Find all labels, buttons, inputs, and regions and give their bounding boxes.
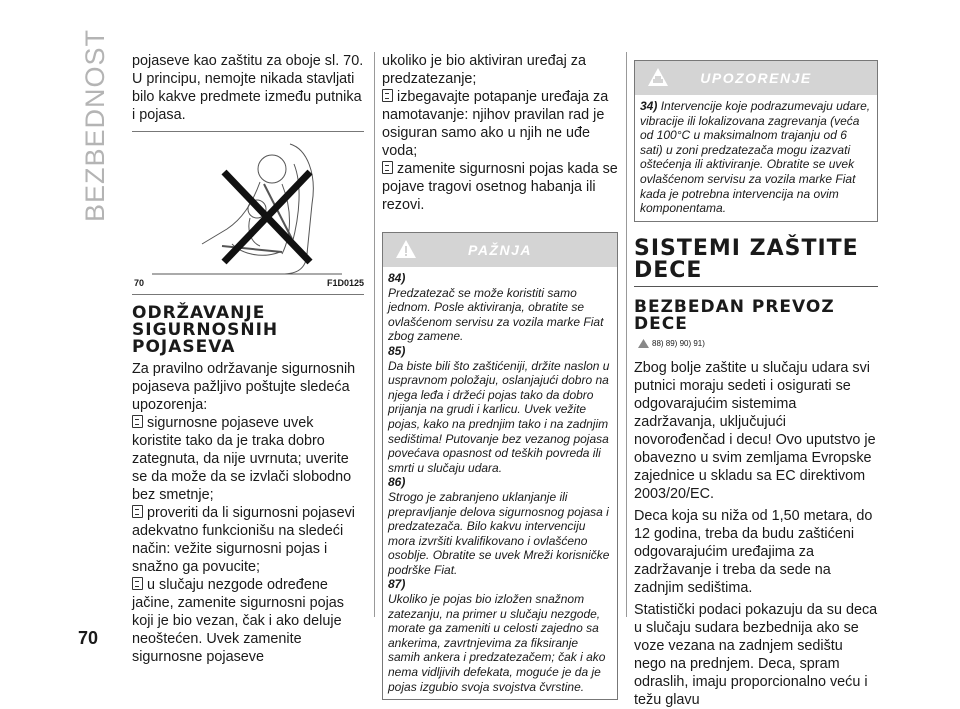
note <box>388 344 612 475</box>
divider <box>132 131 364 132</box>
section-heading: SISTEMI ZAŠTITE DECE <box>634 235 859 283</box>
bullet-item <box>132 414 364 504</box>
warning-icon <box>638 339 649 348</box>
bullet-icon <box>132 577 143 590</box>
figure-number: 70 <box>134 278 145 288</box>
bullet-item <box>382 160 618 214</box>
bullet-item <box>382 88 618 160</box>
column-2 <box>382 52 618 700</box>
caution-box-header <box>383 233 617 267</box>
note-text: Ukoliko je pojas bio izložen snažnom zatezanju, na primer u slučaju nezgode, morate ga zameniti u celosti zajedno sa ankerima, zavrtnjevima za fiksiranje samih ankera i predzatezačem; čak i ako nema vidljivih defekata, moguće je da je pojas izgubio svoja svojstva čvrstine. <box>388 592 606 694</box>
reference-numbers: 88) 89) 90) 91) <box>652 338 705 348</box>
figure-70 <box>132 134 364 294</box>
warning-icon <box>395 238 417 260</box>
intro-text: pojaseve kao zaštitu za oboje sl. 70. U principu, nemojte nikada stavljati bilo kakve predmete između putnika i pojasa. <box>132 53 364 123</box>
bullet-text: u slučaju nezgode određene jačine, zamenite sigurnosni pojas koji je bio vezan, čak i ako deluje neoštećen. Uvek zamenite sigurnosne pojaseve <box>132 577 344 665</box>
bullet-item <box>132 576 364 666</box>
bullet-text: izbegavajte potapanje uređaja za namotavanje: njihov pravilan rad je osiguran samo ako u njih ne uđe voda; <box>382 89 609 159</box>
note-text: Predzatezač se može koristiti samo jednom. Posle aktiviranja, obratite se ovlašćenom servisu za vozila marke Fiat zbog zamene. <box>388 285 604 344</box>
warning-title: UPOZORENJE <box>700 70 812 86</box>
bullet-icon <box>382 89 393 102</box>
body-text: Statistički podaci pokazuju da su deca u slučaju sudara bezbednija ako se voze vezana na zadnjem sedištu nego na prednjem. Deca, spram odraslih, imaju proporcionalno veću i težu glavu <box>634 601 878 708</box>
subsection-heading: BEZBEDAN PREVOZ DECE <box>634 296 835 334</box>
note <box>388 271 612 344</box>
note-text: Intervencije koje podrazumevaju udare, vibracije ili lokalizovana zagrevanja (veća od 100°C u maksimalnom trajanju od 6 sati) u zoni predzatezača mogu izazvati oštećenja ili aktiviranje. Obratite se uvek ovlašćenom servisu za vozila marke Fiat kada je potrebna intervencija na ovim komponentama. <box>640 99 871 216</box>
bullet-icon <box>132 415 143 428</box>
page-number: 70 <box>78 628 99 648</box>
body-text: Zbog bolje zaštite u slučaju udara svi putnici moraju sedeti i osigurati se odgovarajućim sistemima zadržavanja, uključujući novorođenčad i decu! Ovo uputstvo je obavezno u svim zemljama Evropske zajednice u skladu sa EC direktivom 2003/20/EC. <box>634 359 876 502</box>
note-number: 85) <box>388 343 406 358</box>
caution-title: PAŽNJA <box>468 242 532 258</box>
warning-box <box>634 60 878 222</box>
body-text: ukoliko je bio aktiviran uređaj za predzatezanje; <box>382 53 586 87</box>
bullet-text: sigurnosne pojaseve uvek koristite tako da je traka dobro zategnuta, da nije uvrnuta; uverite se da može da se izvlači slobodno bez smetnje; <box>132 415 352 503</box>
divider <box>132 294 364 295</box>
note-text: Da biste bili što zaštićeniji, držite naslon u uspravnom položaju, oslanjajući dobro na njega leđa i držeći pojas tako da dobro prijanja na grudi i karlicu. Uvek vežite pojas, kako na prednjim tako i na zadnjim sedištima! Putovanje bez vezanog pojasa povećava opasnost od teških povreda ili smrti u slučaju udara. <box>388 358 610 475</box>
note <box>388 475 612 577</box>
bullet-item <box>132 504 364 576</box>
bullet-icon <box>382 161 393 174</box>
note-text: Strogo je zabranjeno uklanjanje ili prepravljanje delova sigurnosnog pojasa i predzatezača. Bilo kakvu intervenciju mora izvršiti kvalifikovano i ovlašćeno osoblje. Obratite se uvek Mreži korisničke podrške Fiat. <box>388 489 610 577</box>
section-tab-label: BEZBEDNOST <box>80 28 111 222</box>
bullet-text: zamenite sigurnosni pojas kada se pojave tragovi osetnog habanja ili rezovi. <box>382 161 618 213</box>
note <box>388 577 612 694</box>
note-number: 84) <box>388 271 406 285</box>
column-divider <box>374 52 375 617</box>
section-heading: ODRŽAVANJE SIGURNOSNIH POJASEVA <box>132 303 279 357</box>
divider <box>634 286 878 287</box>
note-number: 86) <box>388 475 406 490</box>
car-warning-icon <box>647 66 669 88</box>
body-text: Deca koja su niža od 1,50 metara, do 12 godina, treba da budu zaštićeni odgovarajućim uređajima za zadržavanje i treba da sede na zadnjim sedištima. <box>634 507 873 596</box>
bullet-text: proveriti da li sigurnosni pojasevi adekvatno funkcionišu na sledeći način: vežite sigurnosni pojas i snažno ga povucite; <box>132 505 355 575</box>
column-divider <box>626 52 627 617</box>
warning-box-header <box>635 61 877 95</box>
body-text: Za pravilno održavanje sigurnosnih pojaseva pažljivo poštujte sledeća upozorenja: <box>132 361 356 413</box>
note-number: 87) <box>388 577 406 592</box>
figure-code: F1D0125 <box>326 278 364 288</box>
note-number: 34) <box>640 99 658 113</box>
seatbelt-illustration <box>132 134 364 284</box>
caution-box <box>382 232 618 700</box>
column-3 <box>634 52 878 709</box>
bullet-icon <box>132 505 143 518</box>
reference-notes <box>638 335 878 353</box>
warning-body <box>635 95 877 221</box>
caution-body <box>383 267 617 699</box>
column-1 <box>132 52 364 666</box>
section-tab <box>78 28 114 222</box>
